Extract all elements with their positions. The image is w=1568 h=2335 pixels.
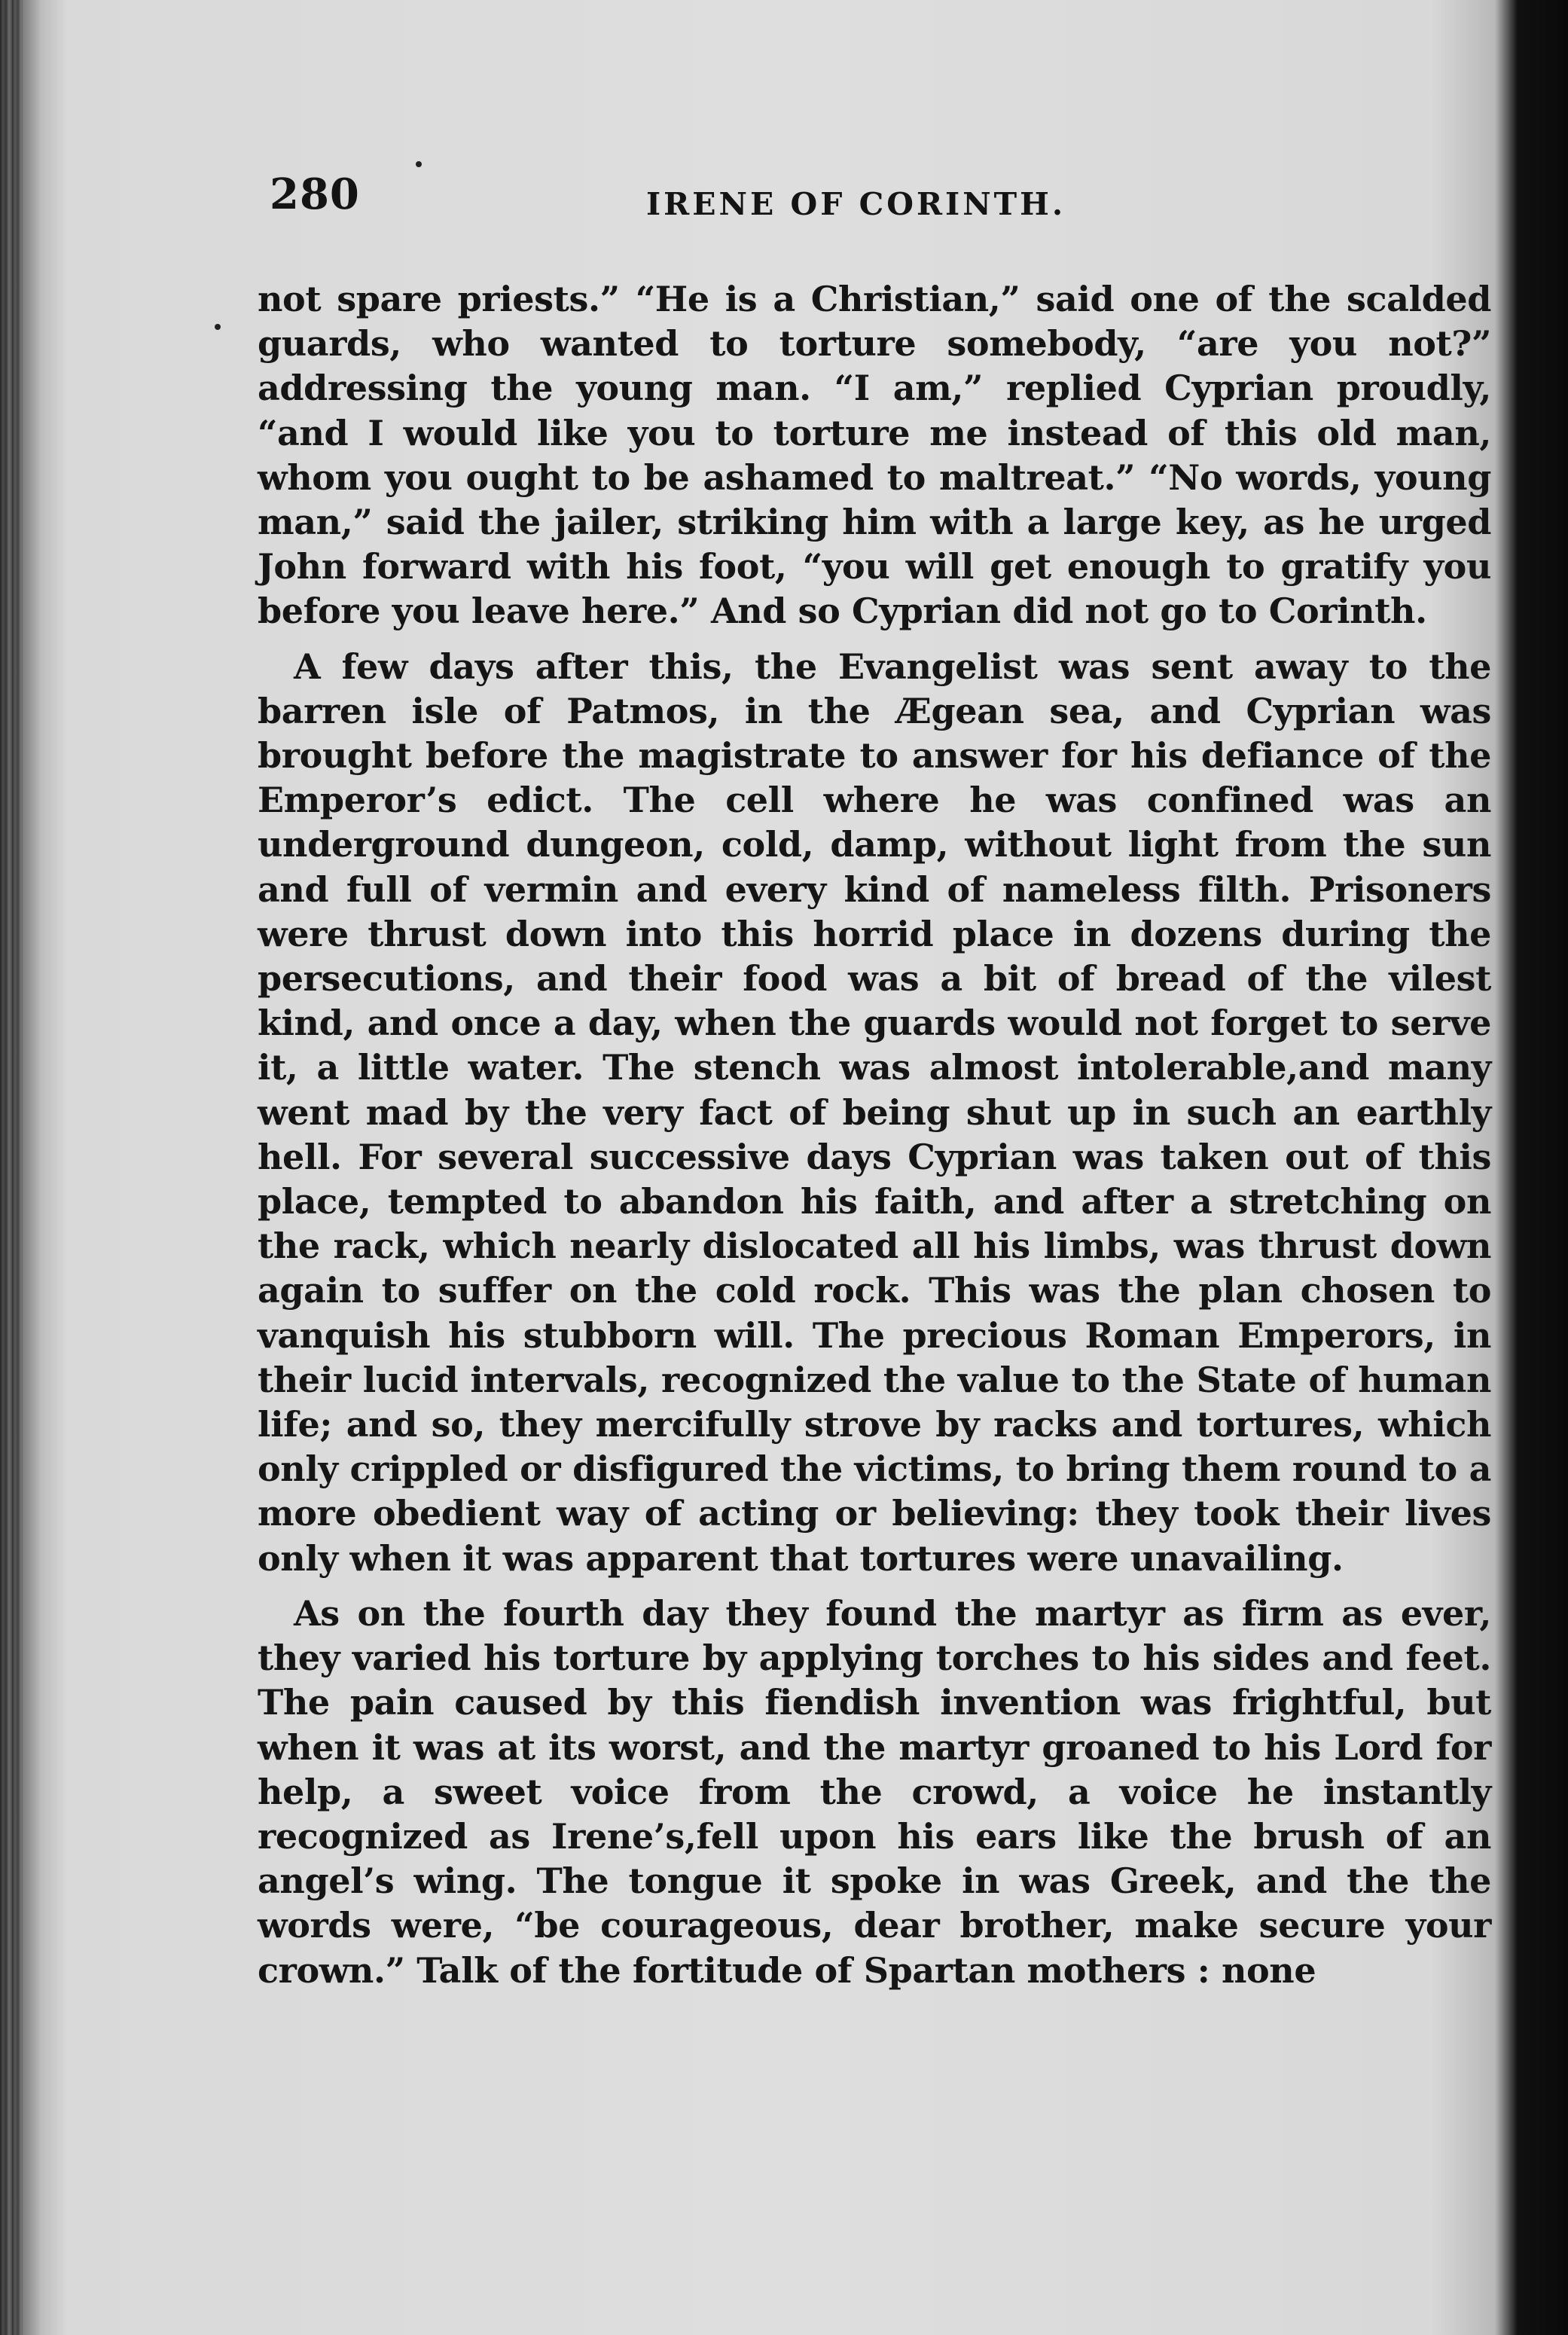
page-number: 280 bbox=[270, 169, 360, 219]
speck-mark bbox=[416, 161, 422, 167]
page-body-text bbox=[258, 277, 1491, 1993]
page-header bbox=[270, 169, 1482, 245]
book-binding-edge bbox=[0, 0, 23, 2335]
running-title: IRENE OF CORINTH. bbox=[646, 186, 1066, 222]
paragraph-1: not spare priests.” “He is a Christian,” said one of the scalded guards, who wanted to torture somebody, “are you not?” addressing the young man. “I am,” replied Cyprian proudly, “and I would like you to torture me instead of this old man, whom you ought to be ashamed to maltreat.” “No words, young man,” said the jailer, striking him with a large key, as he urged John forward with his foot, “you will get enough to gratify you before you leave here.” And so Cyprian did not go to Corinth. bbox=[258, 279, 1491, 632]
paragraph-3: As on the fourth day they found the martyr as firm as ever, they varied his torture by applying torches to his sides and feet. The pain caused by this fiendish invention was frightful, but when it was at its worst, and the martyr groaned to his Lord for help, a sweet voice from the crowd, a voice he instantly recognized as Irene’s,fell upon his ears like the brush of an angel’s wing. The tongue it spoke in was Greek, and the the words were, “be courageous, dear brother, make secure your crown.” Talk of the fortitude of Spartan mothers : none bbox=[258, 1592, 1491, 1991]
paragraph-2: A few days after this, the Evangelist was sent away to the barren isle of Patmos, in the Ægean sea, and Cyprian was brought before the magistrate to answer for his defiance of the Emperor’s edict. The cell where he was confined was an underground dungeon, cold, damp, without light from the sun and full of vermin and every kind of nameless filth. Prisoners were thrust down into this horrid place in dozens during the persecutions, and their food was a bit of bread of the vilest kind, and once a day, when the guards would not forget to serve it, a little water. The stench was almost intolerable,and many went mad by the very fact of being shut up in such an earthly hell. For several successive days Cyprian was taken out of this place, tempted to abandon his faith, and after a stretching on the rack, which nearly dislocated all his limbs, was thrust down again to suffer on the cold rock. This was the plan chosen to vanquish his stubborn will. The precious Roman Emperors, in their lucid intervals, recognized the value to the State of human life; and so, they mercifully strove by racks and tortures, which only crippled or disfigured the victims, to bring them round to a more obedient way of acting or believing: they took their lives only when it was apparent that tortures were unavailing. bbox=[258, 646, 1491, 1579]
book-page bbox=[60, 0, 1506, 2335]
speck-mark bbox=[215, 324, 221, 330]
